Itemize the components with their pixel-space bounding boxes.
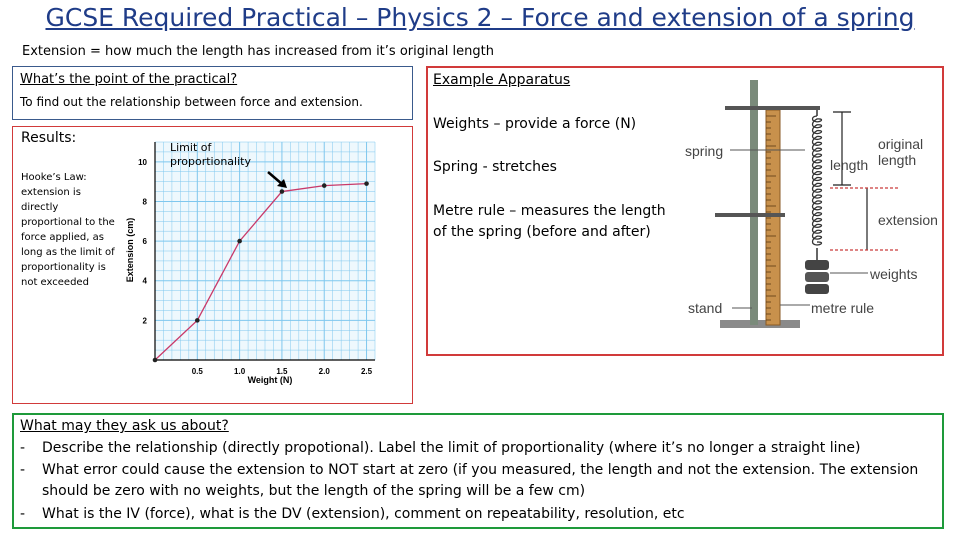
weights-label: weights (870, 266, 918, 282)
spring-icon (813, 110, 822, 245)
hookes-law-text: Hooke’s Law: extension is directly proportional to the force applied, as long as the limit of proportionality is not exceeded (21, 172, 115, 288)
x-tick-label: 2.0 (318, 367, 330, 376)
limit-of-proportionality-label: Limit of proportionality (170, 141, 251, 168)
bottom-clamp (715, 213, 785, 217)
x-tick-label: 1.5 (276, 367, 288, 376)
apparatus-heading: Example Apparatus (433, 72, 571, 88)
ask-item-text: What is the IV (force), what is the DV (extension), comment on repeatability, resolution, etc (42, 506, 685, 522)
original-length-label: length (878, 152, 917, 168)
original-label: original (878, 136, 924, 152)
bullet-dash: - (20, 440, 26, 456)
top-clamp (725, 106, 820, 110)
bullet-dash: - (20, 506, 26, 522)
stand-label: stand (688, 300, 723, 316)
ask-heading: What may they ask us about? (20, 418, 229, 434)
stand-rod (750, 80, 758, 325)
y-axis-label: Extension (cm) (125, 217, 135, 283)
extension-label: extension (878, 212, 938, 228)
ask-item-error (20, 460, 935, 502)
apparatus-rule-text: Metre rule – measures the length of the spring (before and after) (433, 203, 666, 240)
point-text: To find out the relationship between force and extension. (20, 95, 363, 109)
data-point (280, 189, 285, 194)
ask-item-relationship (20, 438, 935, 459)
data-point (364, 181, 369, 186)
stand-base (720, 320, 800, 328)
metre-rule-label: metre rule (811, 300, 875, 316)
data-point (153, 358, 158, 363)
x-tick-label: 0.5 (191, 367, 203, 376)
original-length-arrow (833, 112, 851, 185)
chart-grid (155, 142, 375, 360)
results-heading: Results: (21, 130, 77, 146)
x-tick-label: 2.5 (360, 367, 373, 376)
page-title: GCSE Required Practical – Physics 2 – Force and extension of a spring (45, 3, 915, 32)
data-point (322, 183, 327, 188)
spring-label: spring (685, 143, 724, 159)
apparatus-weights-text: Weights – provide a force (N) (433, 116, 637, 132)
ask-item-text: What error could cause the extension to NOT start at zero (if you measured, the length and not the extension. The extension should be zero with no weights, but the length of the spring will be a few cm) (42, 462, 919, 499)
y-tick-label: 8 (142, 197, 147, 207)
y-tick-label: 10 (138, 157, 147, 167)
extension-definition: Extension = how much the length has increased from it’s original length (22, 44, 494, 59)
y-tick-label: 6 (142, 237, 147, 247)
data-point (237, 239, 242, 244)
ask-item-text: Describe the relationship (directly propotional). Label the limit of proportionality (where it’s no longer a straight line) (42, 440, 861, 456)
x-axis-label: Weight (N) (247, 375, 293, 385)
x-tick-label: 1.0 (234, 367, 246, 376)
apparatus-spring-text: Spring - stretches (433, 159, 557, 175)
spring-coil (813, 116, 822, 245)
metre-rule (766, 110, 780, 325)
bullet-dash: - (20, 462, 26, 478)
point-heading: What’s the point of the practical? (20, 72, 238, 87)
y-tick-label: 2 (142, 316, 147, 326)
y-tick-label: 4 (142, 276, 147, 286)
weights-icon (805, 260, 829, 294)
length-label: length (830, 157, 869, 173)
ask-item-variables (20, 504, 935, 525)
force-extension-chart (120, 130, 380, 390)
apparatus-diagram (680, 70, 942, 354)
data-point (195, 318, 200, 323)
